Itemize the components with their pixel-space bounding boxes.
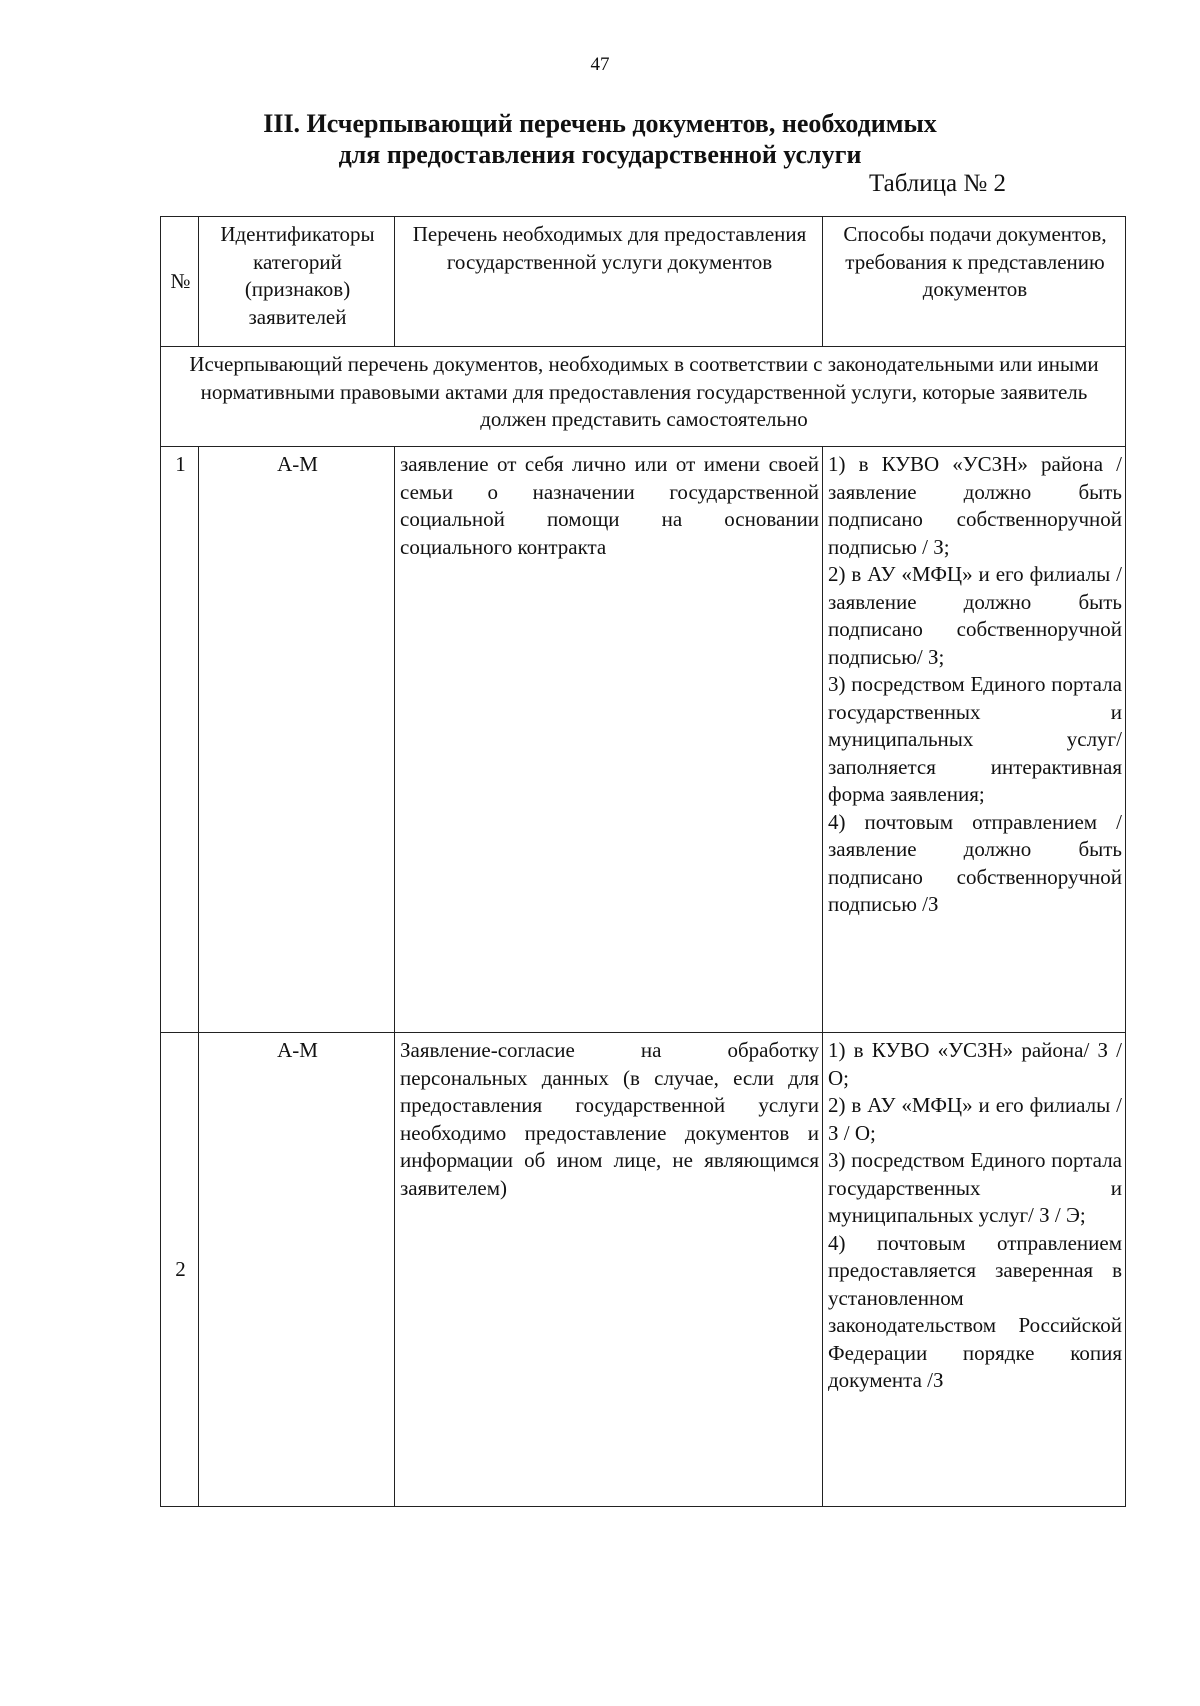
table-header-row — [161, 217, 1126, 347]
table-row — [161, 1033, 1126, 1507]
row-document: Заявление-согласие на обработку персональных данных (в случае, если для предоставления государственной услуги необходимо предоставление документов и информации об ином лице, не являющимся заявителем) — [395, 1033, 823, 1507]
method-item: 3) посредством Единого портала государственных и муниципальных услуг/ заполняется интерактивная форма заявления; — [828, 672, 1122, 806]
method-item: 2) в АУ «МФЦ» и его филиалы / З / О; — [828, 1093, 1122, 1145]
table-row — [161, 447, 1126, 1033]
row-number: 1 — [161, 447, 199, 1033]
row-category: А-М — [199, 1033, 395, 1507]
row-methods — [823, 1033, 1126, 1507]
method-item: 4) почтовым отправлением / заявление должно быть подписано собственноручной подписью /З — [828, 809, 1122, 916]
method-item: 1) в КУВО «УСЗН» района/ З / О; — [828, 1038, 1122, 1090]
section-row — [161, 347, 1126, 447]
method-item: 1) в КУВО «УСЗН» района /заявление должно быть подписано собственноручной подписью / З; — [828, 452, 1122, 559]
title-line-2: для предоставления государственной услуги — [338, 140, 862, 169]
header-documents: Перечень необходимых для предоставления государственной услуги документов — [395, 217, 823, 347]
table-label: Таблица № 2 — [868, 170, 1006, 197]
method-item: 4) почтовым отправлением предоставляется заверенная в установленном законодательством Российской Федерации порядке копия документа /З — [828, 1230, 1122, 1392]
row-document: заявление от себя лично или от имени своей семьи о назначении государственной социальной помощи на основании социального контракта — [395, 447, 823, 1033]
row-number: 2 — [161, 1033, 199, 1507]
header-no: № — [161, 217, 199, 347]
header-identifiers: Идентификаторы категорий (признаков) заявителей — [199, 217, 395, 347]
title-line-1: III. Исчерпывающий перечень документов, необходимых — [263, 109, 937, 138]
section-text: Исчерпывающий перечень документов, необходимых в соответствии с законодательными или иными нормативными правовыми актами для предоставления государственной услуги, которые заявитель должен представить самостоятельно — [161, 347, 1126, 447]
section-title — [0, 108, 1200, 170]
page-number: 47 — [590, 54, 610, 75]
header-methods: Способы подачи документов, требования к представлению документов — [823, 217, 1126, 347]
row-methods — [823, 447, 1126, 1033]
row-category: А-М — [199, 447, 395, 1033]
method-item: 3) посредством Единого портала государственных и муниципальных услуг/ З / Э; — [828, 1148, 1122, 1227]
method-item: 2) в АУ «МФЦ» и его филиалы / заявление должно быть подписано собственноручной подписью/ З; — [828, 562, 1122, 669]
documents-table — [160, 216, 1126, 1507]
